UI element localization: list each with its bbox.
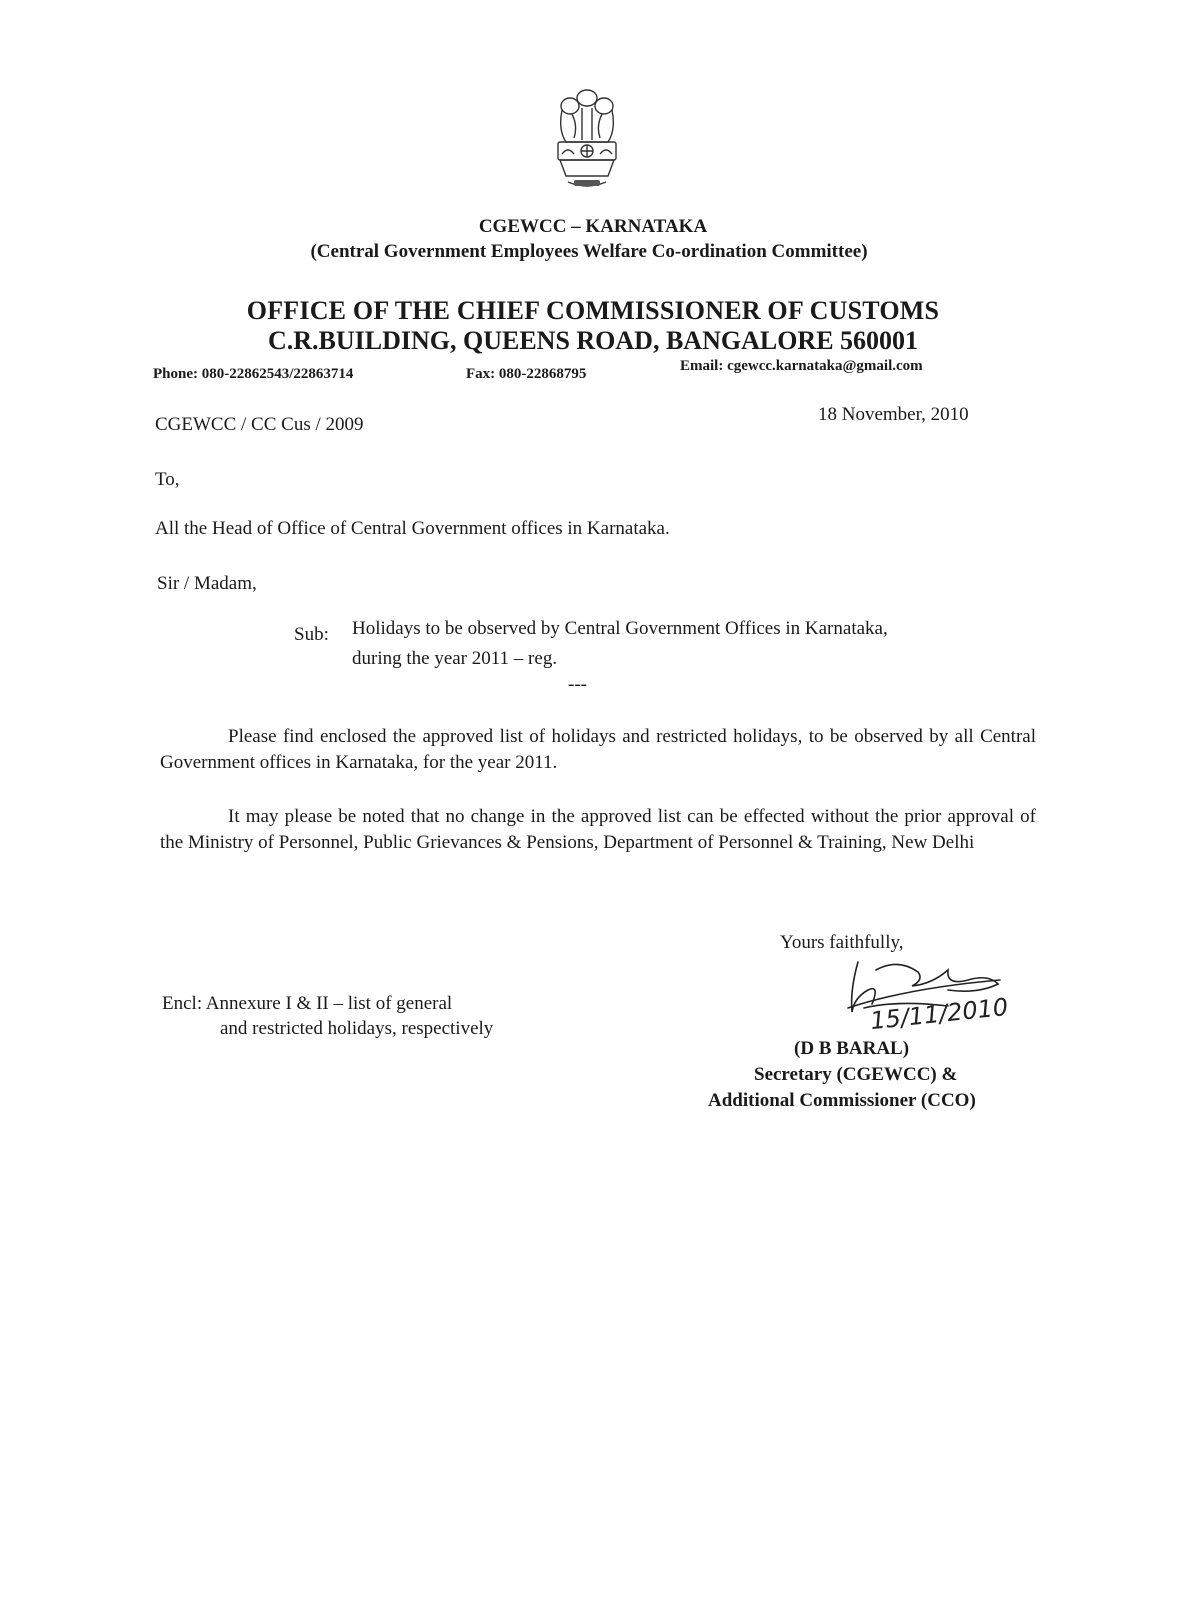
signatory-name: (D B BARAL): [794, 1038, 910, 1059]
state-emblem-icon: [548, 80, 626, 192]
enclosure-line-1: Encl: Annexure I & II – list of general: [162, 993, 453, 1014]
phone-number: Phone: 080-22862543/22863714: [153, 366, 354, 382]
letter-date: 18 November, 2010: [818, 404, 969, 425]
org-short-name: CGEWCC – KARNATAKA: [478, 216, 708, 237]
subject-line-2: during the year 2011 – reg.: [352, 648, 558, 669]
fax-number: Fax: 080-22868795: [466, 366, 587, 382]
body-paragraph-2: It may please be noted that no change in the approved list can be effected without the prior approval of the Ministry of Personnel, Public Grievances & Pensions, Department of Personnel & Training, New Delhi: [160, 806, 1036, 853]
subject-label: Sub:: [294, 624, 329, 645]
enclosure-line-2: and restricted holidays, respectively: [220, 1018, 494, 1039]
email-address: Email: cgewcc.karnataka@gmail.com: [680, 358, 923, 374]
to-line: To,: [155, 469, 180, 490]
office-title: OFFICE OF THE CHIEF COMMISSIONER OF CUSTOMS: [246, 296, 940, 325]
reference-number: CGEWCC / CC Cus / 2009: [155, 414, 364, 435]
subject-separator: ---: [568, 674, 587, 695]
handwritten-date: 15/11/2010: [868, 992, 1010, 1036]
subject-line-1: Holidays to be observed by Central Government Offices in Karnataka,: [352, 618, 888, 639]
signatory-title-1: Secretary (CGEWCC) &: [754, 1064, 958, 1085]
signatory-title-2: Additional Commissioner (CCO): [708, 1090, 976, 1111]
salutation: Sir / Madam,: [157, 573, 257, 594]
office-address: C.R.BUILDING, QUEENS ROAD, BANGALORE 560001: [267, 326, 919, 355]
closing: Yours faithfully,: [780, 932, 904, 953]
addressee: All the Head of Office of Central Government offices in Karnataka.: [155, 518, 670, 539]
body-paragraph-1: Please find enclosed the approved list of holidays and restricted holidays, to be observed by all Central Government offices in Karnataka, for the year 2011.: [160, 726, 1036, 773]
org-full-name: (Central Government Employees Welfare Co-ordination Committee): [310, 241, 868, 262]
